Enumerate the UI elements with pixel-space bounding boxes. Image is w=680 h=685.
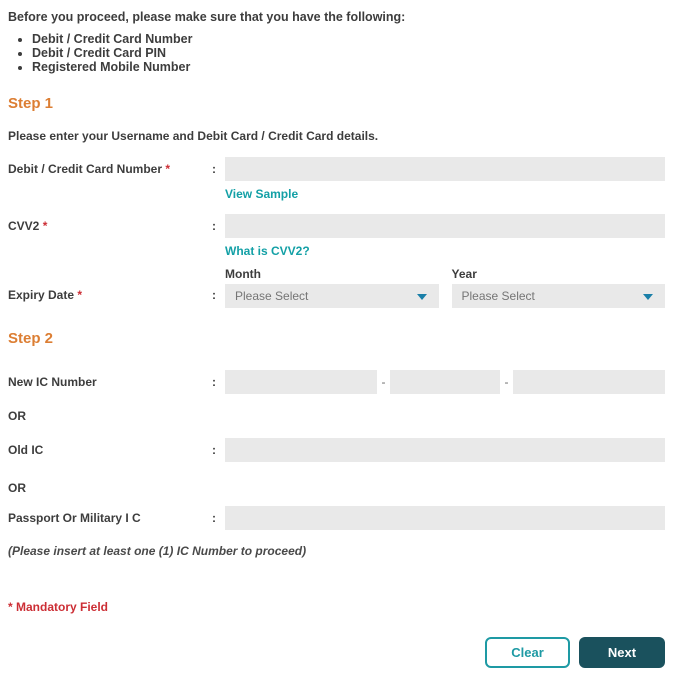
chevron-down-icon xyxy=(417,294,427,300)
view-sample-row xyxy=(225,188,665,200)
step1-description: Please enter your Username and Debit Card / Credit Card details. xyxy=(8,129,379,143)
month-select-value: Please Select xyxy=(235,289,309,303)
colon: : xyxy=(212,443,216,457)
required-asterisk: * xyxy=(42,218,48,233)
card-number-input[interactable] xyxy=(225,157,665,181)
month-header: Month xyxy=(225,267,261,281)
intro-title: Before you proceed, please make sure that you have the following: xyxy=(8,10,406,24)
cvv2-row xyxy=(8,214,665,238)
colon: : xyxy=(212,162,216,176)
expiry-fields xyxy=(225,268,665,308)
new-ic-label: New IC Number xyxy=(8,374,97,389)
ic-note: (Please insert at least one (1) IC Number to proceed) xyxy=(8,544,307,558)
ic-separator: - xyxy=(381,375,386,389)
card-number-label xyxy=(8,163,212,176)
new-ic-fields xyxy=(225,370,665,394)
old-ic-label: Old IC xyxy=(8,442,44,457)
expiry-date-row xyxy=(8,268,665,308)
passport-label: Passport Or Military I C xyxy=(8,510,141,525)
action-buttons xyxy=(8,637,665,668)
cvv2-label xyxy=(8,220,212,233)
required-asterisk: * xyxy=(77,288,83,302)
required-asterisk: * xyxy=(165,161,171,176)
view-sample-link[interactable]: View Sample xyxy=(225,187,299,201)
colon: : xyxy=(212,219,216,233)
passport-input[interactable] xyxy=(225,506,665,530)
old-ic-field-col xyxy=(225,438,665,462)
requirements-checklist xyxy=(8,32,665,74)
old-ic-input[interactable] xyxy=(225,438,665,462)
new-ic-part3-input[interactable] xyxy=(513,370,665,394)
colon: : xyxy=(212,375,216,389)
what-is-cvv2-row xyxy=(225,245,665,257)
expiry-month-group xyxy=(225,268,439,308)
card-number-label-text: Debit / Credit Card Number xyxy=(8,161,163,176)
step2-heading: Step 2 xyxy=(8,330,54,347)
card-number-row xyxy=(8,157,665,181)
cvv2-field-col xyxy=(225,214,665,238)
colon: : xyxy=(212,288,216,302)
new-ic-row xyxy=(8,370,665,394)
card-number-field-col xyxy=(225,157,665,181)
cvv2-label-text: CVV2 xyxy=(8,218,40,233)
month-select[interactable] xyxy=(225,284,439,308)
year-select-value: Please Select xyxy=(461,289,535,303)
ic-separator: - xyxy=(504,375,509,389)
expiry-year-group xyxy=(452,268,666,308)
clear-button[interactable]: Clear xyxy=(485,637,570,668)
mandatory-field-note: * Mandatory Field xyxy=(8,600,109,614)
expiry-date-label xyxy=(8,289,212,302)
or-divider-first: OR xyxy=(8,409,26,423)
expiry-date-label-text: Expiry Date xyxy=(8,288,75,302)
year-select[interactable] xyxy=(452,284,666,308)
old-ic-row xyxy=(8,438,665,462)
checklist-item-card-pin: • Debit / Credit Card PIN xyxy=(32,46,665,60)
new-ic-part2-input[interactable] xyxy=(390,370,500,394)
passport-field-col xyxy=(225,506,665,530)
next-button[interactable]: Next xyxy=(579,637,665,668)
new-ic-part1-input[interactable] xyxy=(225,370,377,394)
step1-heading: Step 1 xyxy=(8,95,54,112)
year-header: Year xyxy=(451,267,477,281)
checklist-item-mobile-number: • Registered Mobile Number xyxy=(32,60,665,74)
checklist-item-card-number: • Debit / Credit Card Number xyxy=(32,32,665,46)
or-divider-second: OR xyxy=(8,481,26,495)
colon: : xyxy=(212,511,216,525)
passport-row xyxy=(8,506,665,530)
what-is-cvv2-link[interactable]: What is CVV2? xyxy=(225,244,310,258)
chevron-down-icon xyxy=(643,294,653,300)
cvv2-input[interactable] xyxy=(225,214,665,238)
